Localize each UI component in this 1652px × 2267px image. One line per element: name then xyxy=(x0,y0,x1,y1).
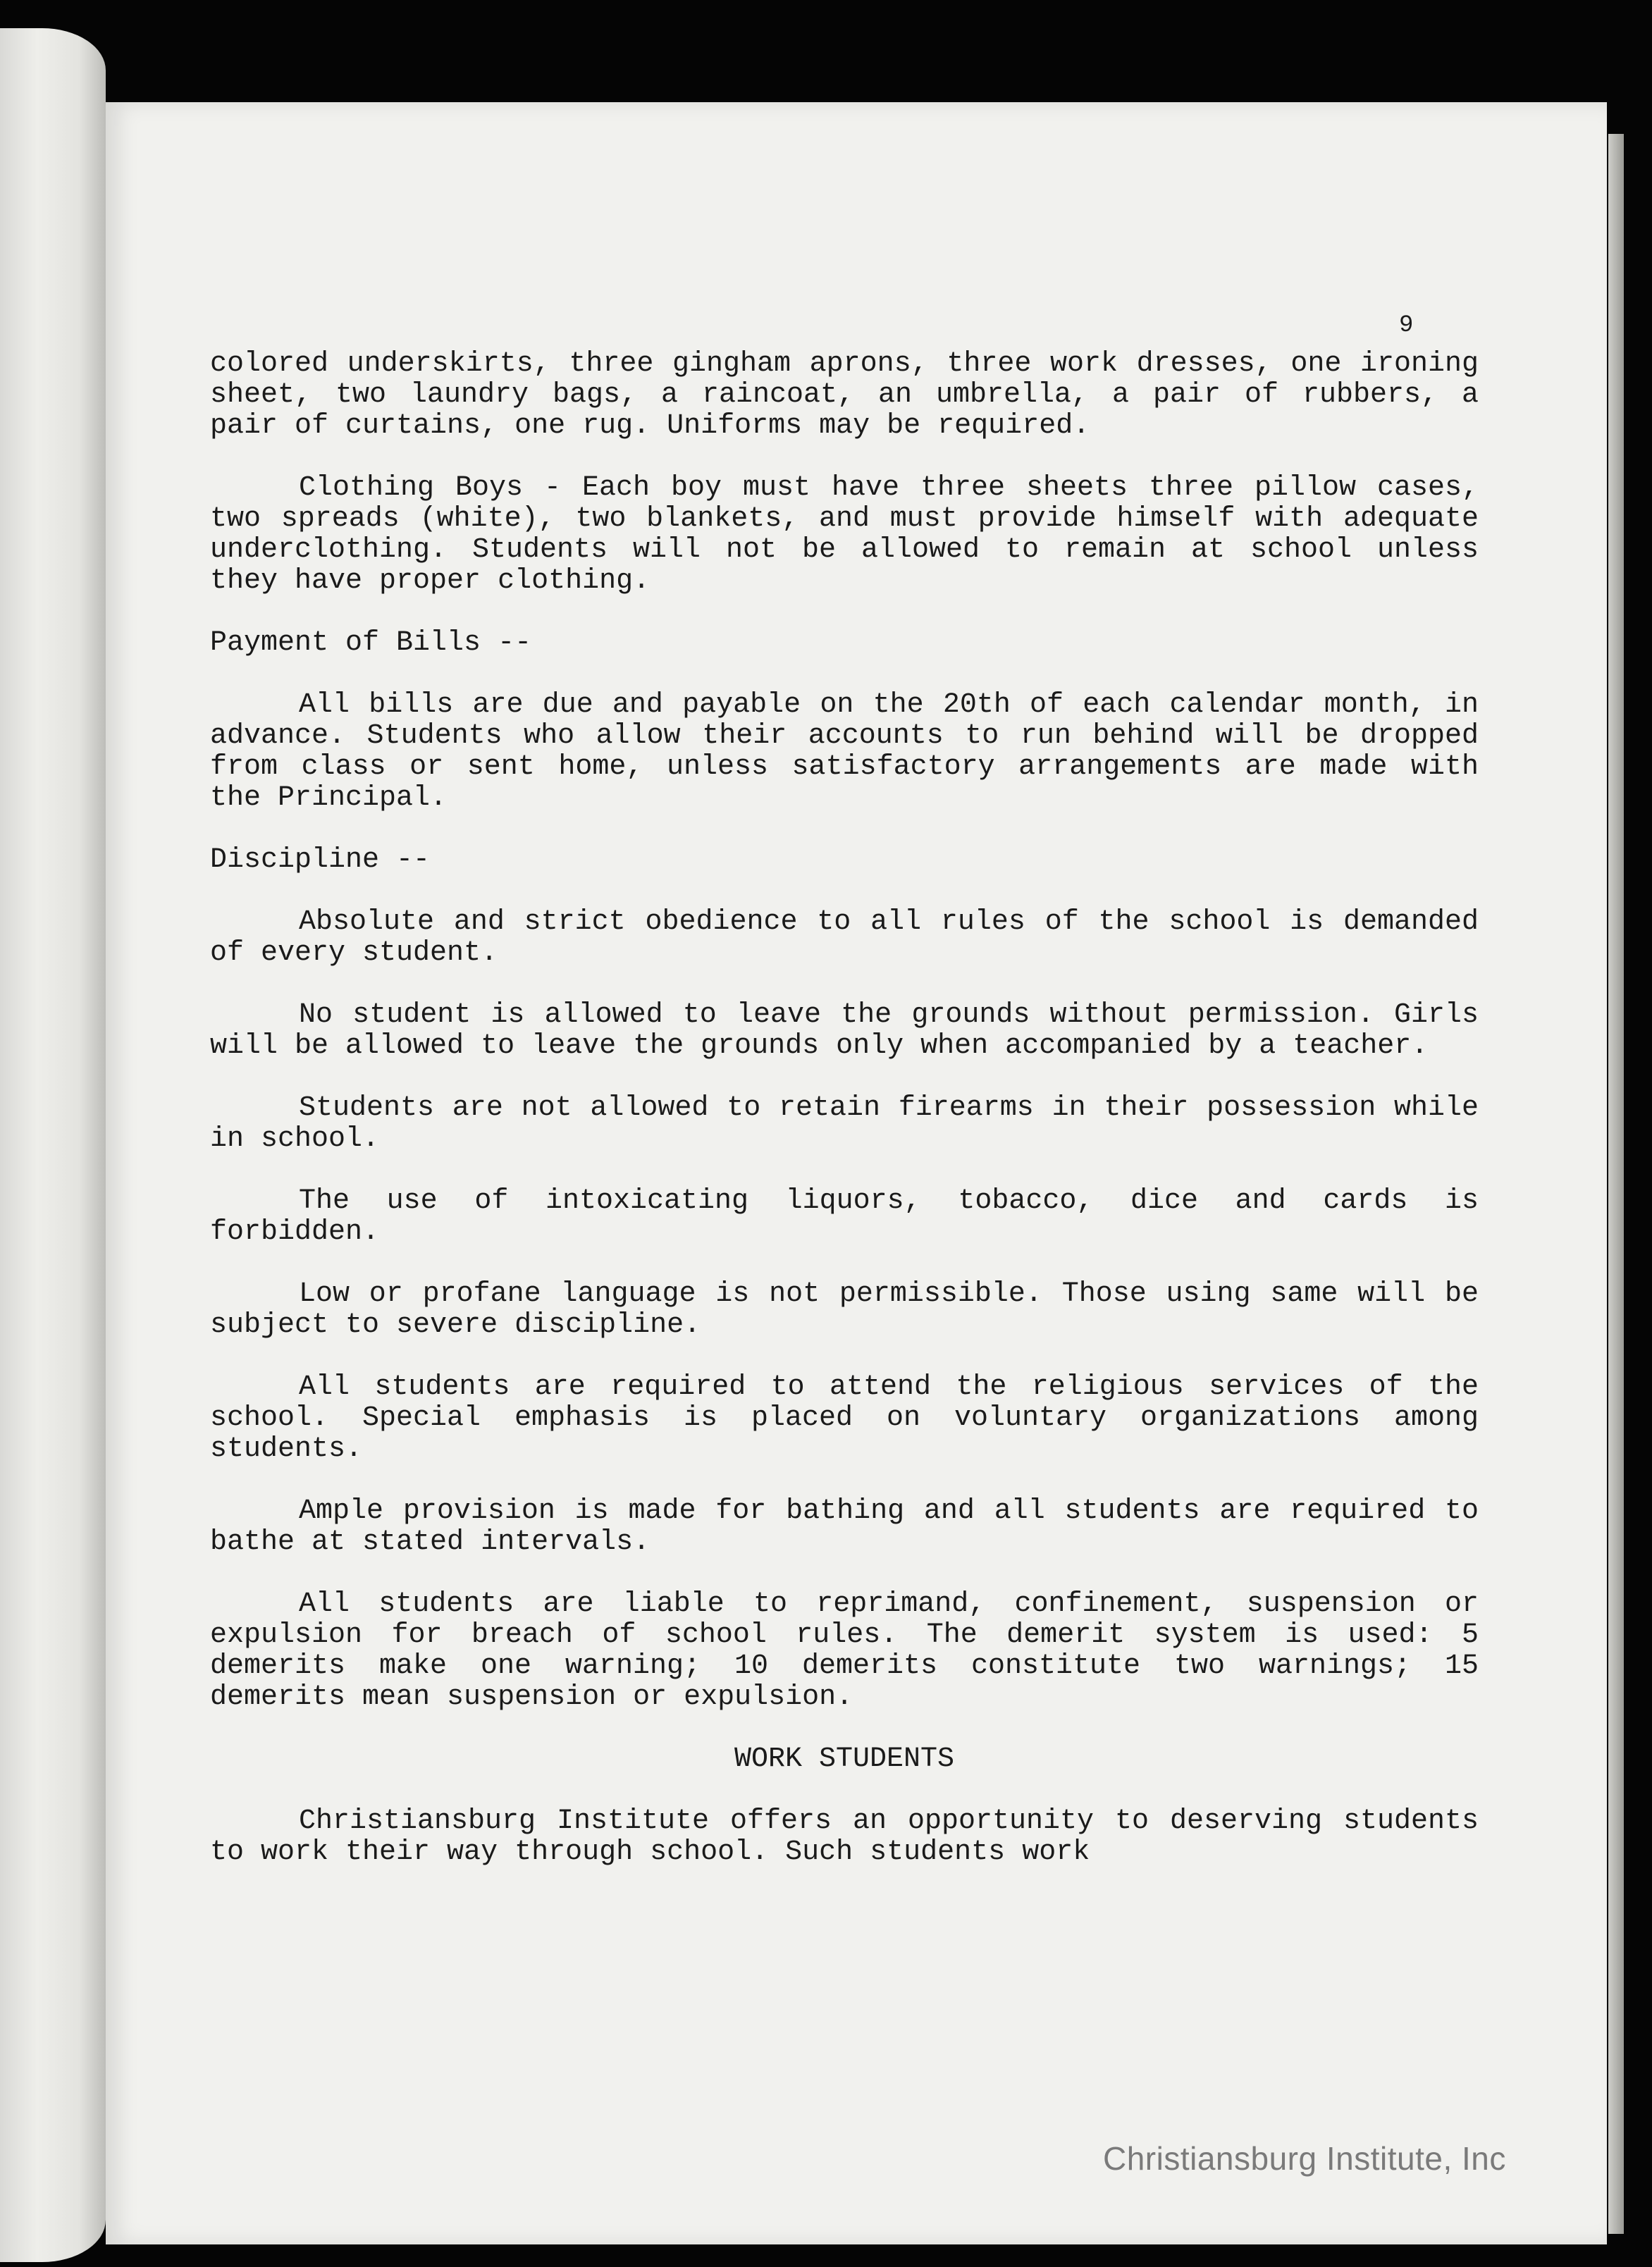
paragraph-intoxicants: The use of intoxicating liquors, tobacco, dice and cards is forbidden. xyxy=(210,1185,1479,1248)
paragraph-demerits: All students are liable to reprimand, confinement, suspension or expulsion for breach of school rules. The demerit system is used: 5 demerits make one warning; 10 demerits constitute two warnings; 15 demerits mean suspension or expulsion. xyxy=(210,1588,1479,1713)
paragraph-obedience: Absolute and strict obedience to all rules of the school is demanded of every student. xyxy=(210,906,1479,969)
heading-payment-of-bills: Payment of Bills -- xyxy=(210,627,532,659)
paragraph-clothing-girls-continued: colored underskirts, three gingham aprons, three work dresses, one ironing sheet, two laundry bags, a raincoat, an umbrella, a pair of rubbers, a pair of curtains, one rug. Uniforms may be required. xyxy=(210,348,1479,442)
page-stack-edge xyxy=(1608,134,1624,2234)
previous-page-edge xyxy=(0,28,106,2262)
watermark-text: Christiansburg Institute, Inc xyxy=(1103,2140,1506,2177)
heading-work-students: WORK STUDENTS xyxy=(734,1743,955,1775)
page-body xyxy=(210,349,1479,1899)
paragraph-bathing: Ample provision is made for bathing and all students are required to bathe at stated intervals. xyxy=(210,1495,1479,1558)
paragraph-work-students: Christiansburg Institute offers an opportunity to deserving students to work their way through school. Such students work xyxy=(210,1805,1479,1868)
heading-discipline: Discipline -- xyxy=(210,844,431,876)
paragraph-language: Low or profane language is not permissible. Those using same will be subject to severe discipline. xyxy=(210,1278,1479,1341)
paragraph-leave-grounds: No student is allowed to leave the grounds without permission. Girls will be allowed to leave the grounds only when accompanied by a teacher. xyxy=(210,999,1479,1062)
paragraph-firearms: Students are not allowed to retain firearms in their possession while in school. xyxy=(210,1092,1479,1155)
paragraph-religious-services: All students are required to attend the religious services of the school. Special emphasis is placed on voluntary organizations among students. xyxy=(210,1371,1479,1465)
paragraph-payment: All bills are due and payable on the 20th of each calendar month, in advance. Students who allow their accounts to run behind will be dropped from class or sent home, unless satisfactory arrangements are made with the Principal. xyxy=(210,689,1479,814)
paragraph-clothing-boys: Clothing Boys - Each boy must have three sheets three pillow cases, two spreads (white), two blankets, and must provide himself with adequate underclothing. Students will not be allowed to remain at school unless they have proper clothing. xyxy=(210,472,1479,597)
page-number: 9 xyxy=(1399,312,1414,339)
